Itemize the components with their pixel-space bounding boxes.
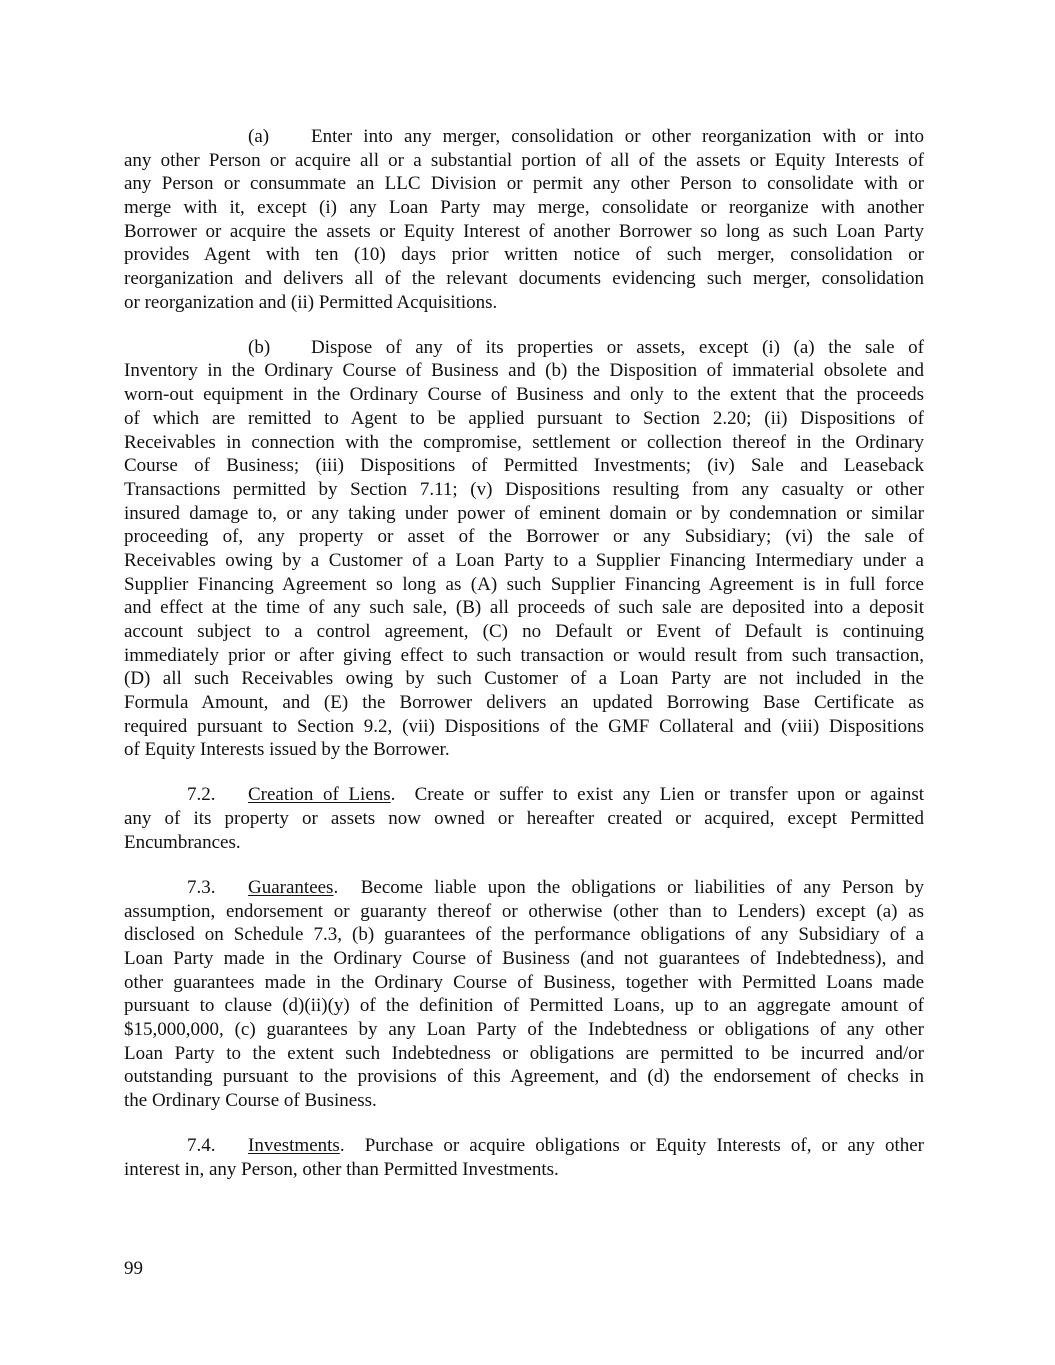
paragraph — [124, 125, 924, 315]
text-line: Encumbrances. — [124, 831, 241, 853]
text-line: or reorganization and (ii) Permitted Acquisitions. — [124, 291, 498, 313]
paragraph-first-line — [124, 783, 924, 807]
text-line: Course of Business; (iii) Dispositions of Permitted Investments; (iv) Sale and Leaseback — [124, 455, 924, 477]
section-heading: Creation of Liens — [248, 784, 391, 806]
paragraph-label: 7.4. — [187, 1135, 216, 1156]
paragraph-label: 7.2. — [187, 784, 216, 806]
text-line: of which are remitted to Agent to be applied pursuant to Section 2.20; (ii) Dispositions of — [124, 407, 924, 429]
text-line: any Person or consummate an LLC Division or permit any other Person to consolidate with or — [124, 173, 924, 195]
paragraph — [124, 1134, 924, 1181]
text-line: Supplier Financing Agreement so long as (A) such Supplier Financing Agreement is in full force — [124, 573, 924, 595]
text-line: Transactions permitted by Section 7.11; (v) Dispositions resulting from any casualty or other — [124, 478, 924, 500]
text-line: reorganization and delivers all of the relevant documents evidencing such merger, consolidation — [124, 268, 924, 290]
text-line: outstanding pursuant to the provisions of this Agreement, and (d) the endorsement of checks in — [124, 1066, 924, 1088]
text-line: assumption, endorsement or guaranty thereof or otherwise (other than to Lenders) except (a) as — [124, 900, 924, 922]
text-line: Borrower or acquire the assets or Equity Interest of another Borrower so long as such Loan Party — [124, 220, 924, 242]
text-line: provides Agent with ten (10) days prior written notice of such merger, consolidation or — [124, 244, 924, 266]
text-line: and effect at the time of any such sale, (B) all proceeds of such sale are deposited into a deposit — [124, 597, 924, 619]
paragraph-label: (b) — [248, 336, 271, 358]
paragraph — [124, 336, 924, 762]
paragraph-label: 7.3. — [187, 876, 216, 898]
text-line: Receivables owing by a Customer of a Loan Party to a Supplier Financing Intermediary under a — [124, 549, 924, 571]
text-line: Loan Party made in the Ordinary Course of Business (and not guarantees of Indebtedness), and — [124, 947, 924, 969]
text-line: required pursuant to Section 9.2, (vii) Dispositions of the GMF Collateral and (viii) Dispositions — [124, 715, 924, 737]
paragraph-label: (a) — [248, 126, 270, 147]
paragraph-first-line — [124, 125, 924, 149]
section-heading: Guarantees — [248, 876, 334, 898]
text-line: other guarantees made in the Ordinary Course of Business, together with Permitted Loans made — [124, 971, 924, 993]
text-line: Inventory in the Ordinary Course of Business and (b) the Disposition of immaterial obsolete and — [124, 360, 924, 382]
paragraph-text: Dispose of any of its properties or assets, except (i) (a) the sale of — [311, 336, 924, 358]
paragraph-text: . Purchase or acquire obligations or Equity Interests of, or any other — [339, 1135, 924, 1156]
text-line: the Ordinary Course of Business. — [124, 1090, 377, 1112]
paragraph-first-line — [124, 876, 924, 900]
text-line: (D) all such Receivables owing by such Customer of a Loan Party are not included in the — [124, 668, 924, 690]
paragraph-text: . Become liable upon the obligations or liabilities of any Person by — [333, 876, 924, 898]
text-line: worn-out equipment in the Ordinary Course of Business and only to the extent that the proceeds — [124, 384, 924, 406]
text-line: disclosed on Schedule 7.3, (b) guarantees of the performance obligations of any Subsidiary of a — [124, 924, 924, 946]
text-line: account subject to a control agreement, (C) no Default or Event of Default is continuing — [124, 621, 924, 643]
text-line: proceeding of, any property or asset of the Borrower or any Subsidiary; (vi) the sale of — [124, 526, 924, 548]
section-heading: Investments — [248, 1135, 340, 1156]
paragraph — [124, 783, 924, 854]
text-line: Formula Amount, and (E) the Borrower delivers an updated Borrowing Base Certificate as — [124, 692, 924, 714]
text-line: Receivables in connection with the compromise, settlement or collection thereof in the Ordinary — [124, 431, 924, 453]
text-line: Loan Party to the extent such Indebtedness or obligations are permitted to be incurred and/or — [124, 1042, 924, 1064]
text-line: any of its property or assets now owned or hereafter created or acquired, except Permitted — [124, 808, 924, 830]
paragraph-text: . Create or suffer to exist any Lien or transfer upon or against — [390, 784, 924, 806]
document-body — [124, 125, 924, 1203]
text-line: any other Person or acquire all or a substantial portion of all of the assets or Equity Interests of — [124, 149, 924, 171]
text-line: immediately prior or after giving effect to such transaction or would result from such transaction, — [124, 644, 924, 666]
paragraph-first-line — [124, 336, 924, 360]
text-line: insured damage to, or any taking under power of eminent domain or by condemnation or similar — [124, 502, 924, 524]
text-line: merge with it, except (i) any Loan Party may merge, consolidate or reorganize with another — [124, 197, 924, 219]
page-number: 99 — [124, 1258, 143, 1279]
paragraph-first-line — [124, 1134, 924, 1158]
text-line: $15,000,000, (c) guarantees by any Loan Party of the Indebtedness or obligations of any other — [124, 1018, 924, 1040]
text-line: pursuant to clause (d)(ii)(y) of the definition of Permitted Loans, up to an aggregate amount of — [124, 995, 924, 1017]
text-line: interest in, any Person, other than Permitted Investments. — [124, 1158, 559, 1180]
text-line: of Equity Interests issued by the Borrower. — [124, 739, 450, 761]
paragraph — [124, 876, 924, 1113]
paragraph-text: Enter into any merger, consolidation or other reorganization with or into — [311, 126, 924, 147]
